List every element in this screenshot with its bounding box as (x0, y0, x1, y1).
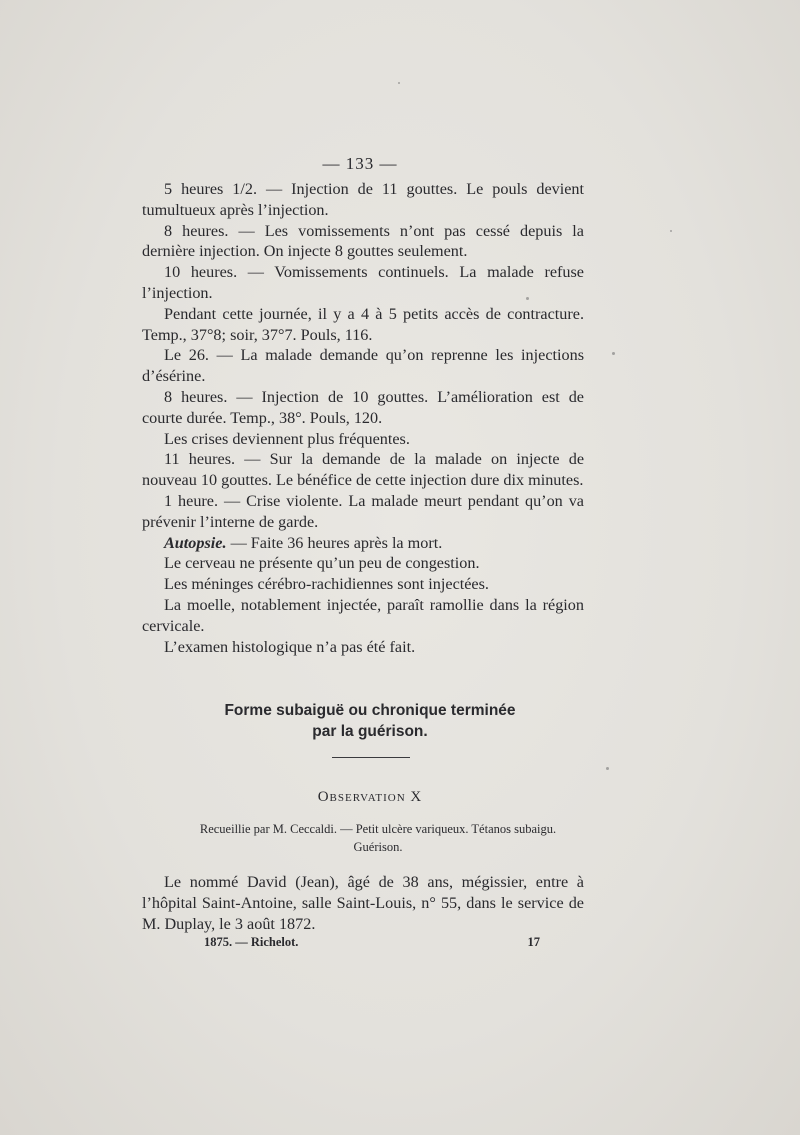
paragraph: 10 heures. — Vomissements continuels. La malade refuse l’injection. (142, 263, 584, 302)
autopsie-label: Autopsie. (164, 533, 227, 552)
paragraph: 8 heures. — Injection de 10 gouttes. L’amélioration est de courte durée. Temp., 38°. Pouls, 120. (142, 387, 584, 427)
observation-intro (142, 872, 584, 934)
paragraph: 1 heure. — Crise violente. La malade meurt pendant qu’on va prévenir l’interne de garde. (142, 491, 584, 531)
signature-number: 17 (527, 935, 540, 949)
paragraph: La moelle, notablement injectée, paraît ramollie dans la région cervicale. (142, 595, 584, 635)
footer-signature: 1875. — Richelot. (204, 935, 299, 949)
paper-speck (526, 297, 529, 300)
paragraph: L’examen histologique n’a pas été fait. (164, 637, 416, 656)
paragraph: 8 heures. — Les vomissements n’ont pas cessé depuis la dernière injection. On injecte 8 gouttes seulement. (142, 221, 584, 261)
paragraph: Le nommé David (Jean), âgé de 38 ans, mégissier, entre à l’hôpital Saint-Antoine, salle Saint-Louis, n° 55, dans le service de M. Duplay, le 3 août 1872. (142, 873, 584, 933)
paragraph: Le cerveau ne présente qu’un peu de congestion. (164, 554, 480, 573)
observation-title: Observation X (317, 789, 423, 805)
observation-subtitle (172, 820, 584, 856)
section-title-line: Forme subaiguë ou chronique terminée (224, 702, 516, 719)
observation-body (142, 179, 584, 657)
paragraph: Pendant cette journée, il y a 4 à 5 petits accès de contracture. Temp., 37°8; soir, 37°7. Pouls, 116. (142, 304, 584, 344)
subtitle-line: Guérison. (353, 840, 403, 854)
section-divider (332, 757, 410, 758)
paper-speck (398, 82, 400, 84)
paragraph: Les méninges cérébro-rachidiennes sont injectées. (164, 575, 489, 594)
paragraph: Le 26. — La malade demande qu’on reprenne les injections d’ésérine. (142, 346, 584, 386)
paragraph: Les crises deviennent plus fréquentes. (164, 429, 410, 448)
paragraph: 5 heures 1/2. — Injection de 11 gouttes. Le pouls devient tumultueux après l’injection. (142, 180, 584, 219)
subtitle-line: Recueillie par M. Ceccaldi. — Petit ulcère variqueux. Tétanos subaigu. (199, 822, 557, 836)
paragraph: 11 heures. — Sur la demande de la malade on injecte de nouveau 10 gouttes. Le bénéfice de cette injection dure dix minutes. (142, 450, 584, 490)
page-number-header: — 133 — (322, 154, 398, 173)
paper-speck (612, 352, 615, 355)
autopsie-text: — Faite 36 heures après la mort. (226, 533, 443, 552)
autopsie-paragraph (142, 533, 584, 554)
section-title (140, 700, 600, 742)
paper-speck (670, 230, 672, 232)
section-title-line: par la guérison. (312, 723, 428, 740)
paper-speck (606, 767, 609, 770)
page-footer (204, 935, 540, 950)
